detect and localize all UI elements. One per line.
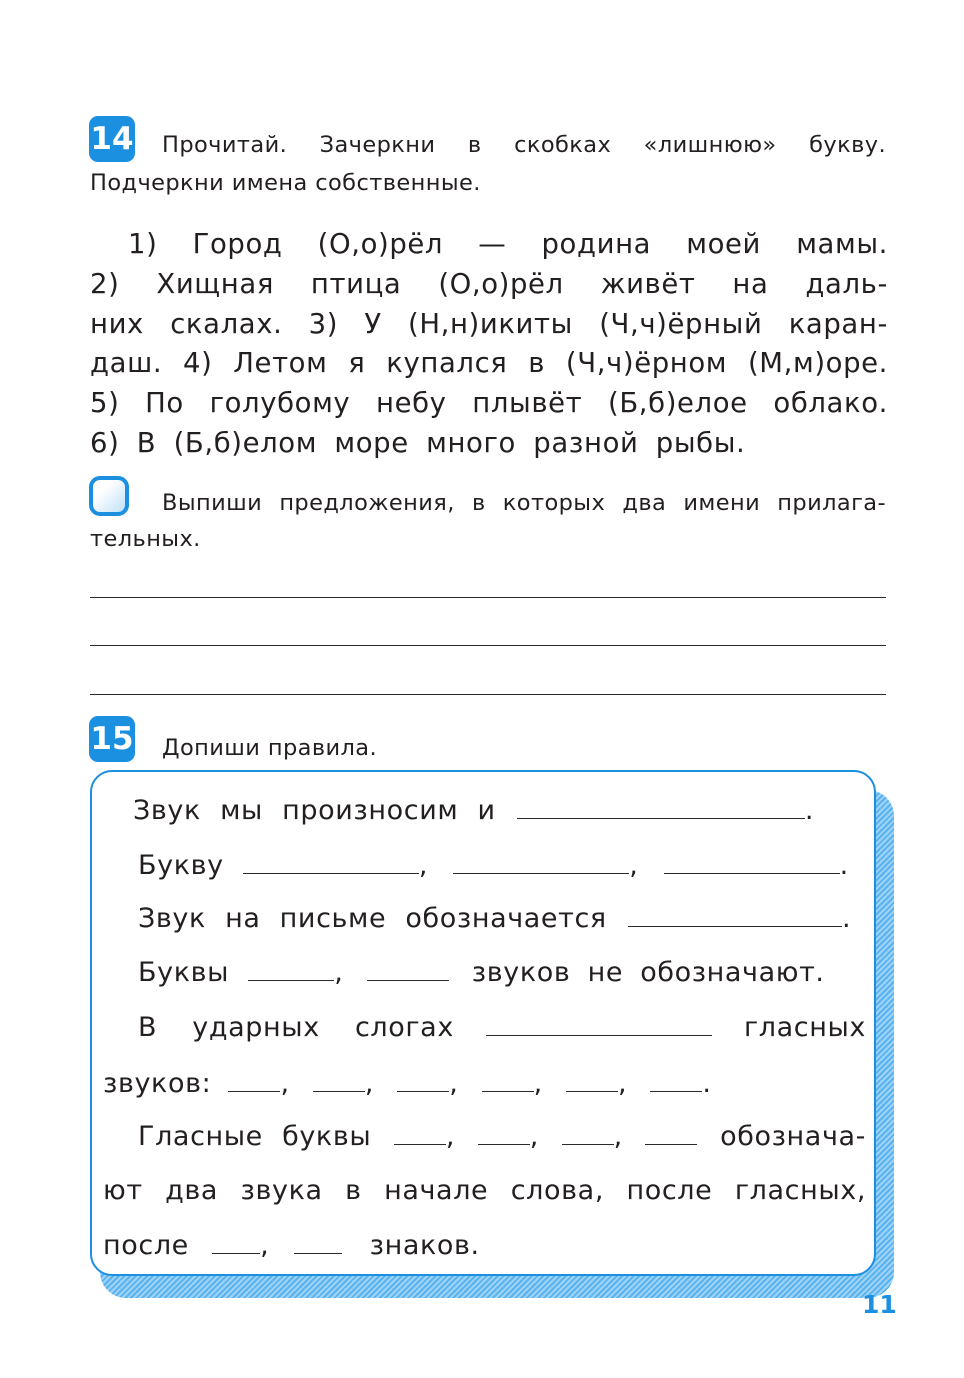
ex14-text-line-2: 2) Хищная птица (О,о)рёл живёт на даль- bbox=[90, 268, 888, 300]
rule-2-text: Букву bbox=[138, 850, 224, 881]
rule-6-sign-2[interactable] bbox=[294, 1231, 342, 1254]
rule-1-blank[interactable] bbox=[517, 796, 805, 819]
rule-4-text-a: Буквы bbox=[138, 957, 230, 988]
ex14-text-line-3: них скалах. 3) У (Н,н)икиты (Ч,ч)ёрный каран- bbox=[90, 308, 888, 340]
rule-4-text-b: звуков не обозначают. bbox=[471, 957, 825, 988]
rule-6-letter-1[interactable] bbox=[394, 1122, 446, 1145]
rule-5-vowel-1[interactable] bbox=[228, 1069, 280, 1092]
rule-6-letter-2[interactable] bbox=[478, 1122, 530, 1145]
rule-2 bbox=[138, 850, 849, 881]
rule-5-vowel-3[interactable] bbox=[397, 1069, 449, 1092]
rule-3-dot: . bbox=[841, 903, 852, 934]
rule-1-dot: . bbox=[804, 795, 815, 826]
rule-2-comma-2: , bbox=[629, 850, 639, 881]
rule-5-blank[interactable] bbox=[486, 1013, 712, 1036]
rule-5-text-a: В ударных слогах bbox=[138, 1012, 454, 1043]
rule-6-text-a: Гласные буквы bbox=[138, 1121, 372, 1152]
rule-5-line-2 bbox=[103, 1068, 712, 1099]
rule-6-comma-3: , bbox=[613, 1121, 623, 1152]
task-square-icon bbox=[89, 476, 129, 516]
ex14-text-line-5: 5) По голубому небу плывёт (Б,б)елое облако. bbox=[90, 387, 888, 419]
rule-1-text: Звук мы произносим и bbox=[133, 795, 496, 826]
answer-line-1[interactable] bbox=[90, 597, 886, 598]
rule-6-text-d: после bbox=[103, 1230, 189, 1261]
rule-5-comma-5: , bbox=[617, 1068, 628, 1099]
ex14-task-line1: Выпиши предложения, в которых два имени прилага- bbox=[162, 490, 886, 516]
rule-2-blank-1[interactable] bbox=[243, 851, 419, 874]
rule-5-text-c: звуков: bbox=[103, 1068, 212, 1099]
ex15-instruction: Допиши правила. bbox=[162, 735, 378, 761]
ex14-instruction-line1: Прочитай. Зачеркни в скобках «лишнюю» букву. bbox=[162, 132, 886, 158]
rule-6-letter-4[interactable] bbox=[645, 1122, 697, 1145]
rule-6-comma-2: , bbox=[529, 1121, 539, 1152]
rule-5-line-1 bbox=[138, 1012, 866, 1043]
page-number: 11 bbox=[862, 1290, 897, 1319]
rule-6-line-1 bbox=[138, 1121, 866, 1152]
rule-3-blank[interactable] bbox=[628, 904, 842, 927]
rule-5-vowel-6[interactable] bbox=[650, 1069, 702, 1092]
rule-2-blank-2[interactable] bbox=[453, 851, 629, 874]
ex14-task-line2: тельных. bbox=[90, 526, 201, 552]
rule-5-dot: . bbox=[702, 1068, 712, 1099]
exercise-14-badge: 14 bbox=[89, 116, 135, 162]
rule-3-text: Звук на письме обозначается bbox=[138, 903, 607, 934]
ex14-text-line-4: даш. 4) Летом я купался в (Ч,ч)ёрном (М,м)оре. bbox=[90, 347, 888, 379]
rule-6-line-2: ют два звука в начале слова, после гласных, bbox=[103, 1175, 866, 1206]
rule-4-comma: , bbox=[334, 957, 344, 988]
rule-5-vowel-4[interactable] bbox=[482, 1069, 534, 1092]
rule-6-text-e: знаков. bbox=[369, 1230, 480, 1261]
exercise-15-badge: 15 bbox=[89, 716, 135, 762]
rule-6-text-b: обознача- bbox=[720, 1121, 866, 1152]
rule-5-comma-2: , bbox=[364, 1068, 375, 1099]
rule-6-letter-3[interactable] bbox=[562, 1122, 614, 1145]
rule-5-vowel-5[interactable] bbox=[566, 1069, 618, 1092]
rule-1 bbox=[133, 795, 814, 826]
rule-2-comma-1: , bbox=[418, 850, 429, 881]
ex14-text-line-1: 1) Город (О,о)рёл — родина моей мамы. bbox=[128, 228, 888, 260]
rule-2-dot: . bbox=[839, 850, 849, 881]
answer-line-2[interactable] bbox=[90, 645, 886, 646]
rule-6-line-3 bbox=[103, 1230, 480, 1261]
answer-line-3[interactable] bbox=[90, 694, 886, 695]
rule-5-text-b: гласных bbox=[744, 1012, 866, 1043]
rule-5-comma-3: , bbox=[449, 1068, 459, 1099]
rule-4-blank-2[interactable] bbox=[367, 958, 449, 981]
rule-6-comma-4: , bbox=[260, 1230, 270, 1261]
rule-6-sign-1[interactable] bbox=[212, 1231, 260, 1254]
ex14-instruction-line2: Подчеркни имена собственные. bbox=[90, 170, 481, 196]
rule-4 bbox=[138, 957, 825, 988]
rule-5-comma-1: , bbox=[280, 1068, 290, 1099]
rule-3 bbox=[138, 903, 851, 934]
rule-5-comma-4: , bbox=[533, 1068, 543, 1099]
rule-4-blank-1[interactable] bbox=[248, 958, 334, 981]
rule-2-blank-3[interactable] bbox=[664, 851, 840, 874]
rule-6-comma-1: , bbox=[445, 1121, 456, 1152]
ex14-text-line-6: 6) В (Б,б)елом море много разной рыбы. bbox=[90, 427, 746, 459]
rule-5-vowel-2[interactable] bbox=[313, 1069, 365, 1092]
